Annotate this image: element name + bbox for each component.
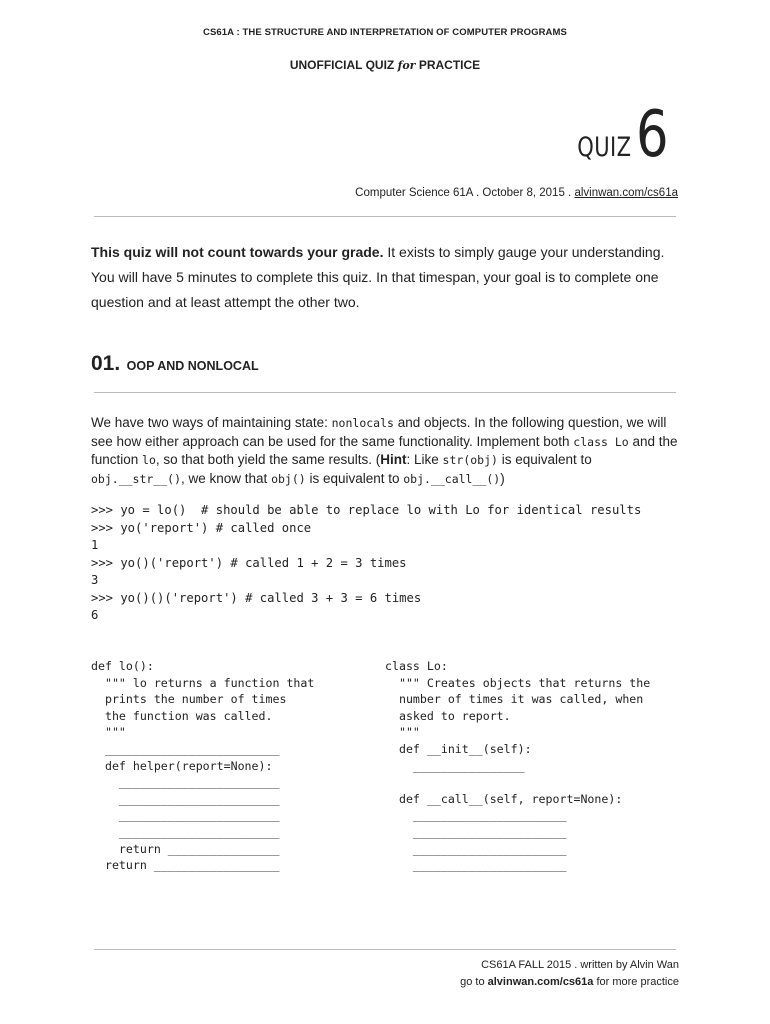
- course-header: CS61A : THE STRUCTURE AND INTERPRETATION OF COMPUTER PROGRAMS: [203, 27, 567, 38]
- para-text: , we know that: [181, 470, 272, 486]
- footer-line-1: CS61A FALL 2015 . written by Alvin Wan: [481, 959, 679, 971]
- para-text: , so that both yield the same results. (: [155, 452, 381, 467]
- para-code: obj.__call__(): [403, 471, 501, 486]
- meta-link[interactable]: alvinwan.com/cs61a: [574, 187, 678, 199]
- para-text: is equivalent to: [497, 452, 592, 467]
- para-text: and objects. In the following question, we will see how either approach can be used for the same functionality. Implement both: [91, 415, 667, 449]
- subtitle-pre: UNOFFICIAL QUIZ: [289, 58, 395, 72]
- section-heading: [91, 352, 259, 376]
- section-title: OOP AND NONLOCAL: [126, 359, 259, 373]
- para-code: class Lo: [573, 434, 629, 449]
- code-function-lo: def lo(): """ lo returns a function that prints the number of times the function was called. """ _________________________ def helper(report=None): _______________________ _______________________ _______________________ _______________________ return ________________ return __________________: [91, 659, 315, 873]
- footer-post: for more practice: [593, 976, 679, 988]
- meta-text: Computer Science 61A . October 8, 2015 .: [355, 187, 575, 199]
- para-code: nonlocals: [331, 416, 394, 430]
- para-code: obj.__str__(): [91, 471, 182, 486]
- para-text: : Like: [406, 452, 443, 467]
- example-session: >>> yo = lo() # should be able to replace lo with Lo for identical results >>> yo('report') # called once 1 >>> yo()('report') # called 1 + 2 = 3 times 3 >>> yo()()('report') # called 3 + 3 = 6 times 6: [91, 503, 642, 622]
- divider: [94, 392, 676, 393]
- divider: [94, 216, 676, 217]
- quiz-meta: [355, 187, 678, 199]
- subtitle-for: for: [397, 59, 416, 72]
- quiz-word: QUIZ: [577, 132, 632, 163]
- para-code: str(obj): [442, 453, 498, 467]
- divider: [94, 949, 676, 950]
- para-text: We have two ways of maintaining state:: [91, 415, 332, 430]
- para-text: is equivalent to: [305, 470, 404, 486]
- section-number: 01.: [91, 352, 121, 375]
- intro-paragraph: [91, 240, 681, 315]
- para-code: obj(): [271, 471, 306, 486]
- quiz-title: [562, 100, 677, 170]
- code-class-lo: class Lo: """ Creates objects that returns the number of times it was called, when asked to report. """ def __init__(self): ________________ def __call__(self, report=None): ______________________ ______________________ ______________________ ______________________: [385, 659, 651, 873]
- para-text: and the function: [91, 433, 678, 467]
- question-paragraph: [91, 414, 681, 488]
- footer-pre: go to: [460, 976, 488, 988]
- intro-rest: It exists to simply gauge your understanding. You will have 5 minutes to complete this quiz. In that timespan, your goal is to complete one question and at least attempt the other two.: [91, 244, 665, 310]
- para-text: ): [500, 470, 505, 486]
- quiz-number: 6: [636, 98, 669, 172]
- para-code: lo: [142, 453, 156, 467]
- quiz-subtitle: [0, 58, 770, 72]
- intro-bold: This quiz will not count towards your grade.: [91, 244, 384, 260]
- hint-label: Hint: [380, 452, 407, 467]
- footer-link[interactable]: alvinwan.com/cs61a: [487, 976, 594, 988]
- footer-line-2: [460, 976, 679, 988]
- subtitle-post: PRACTICE: [418, 58, 481, 72]
